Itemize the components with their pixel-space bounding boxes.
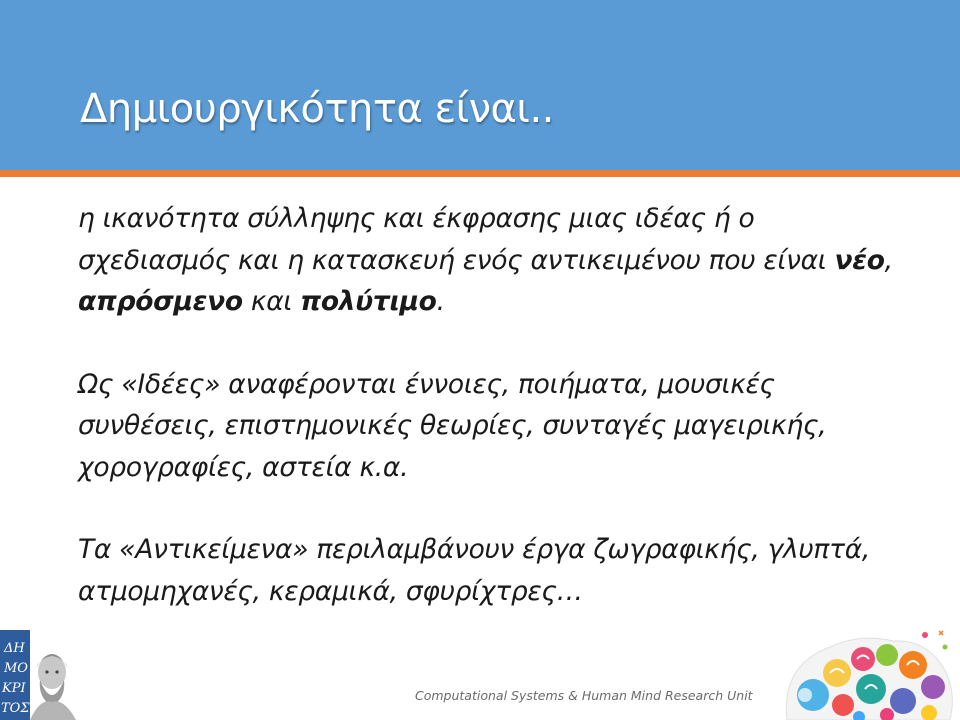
paragraph-objects: Τα «Αντικείμενα» περιλαμβάνουν έργα ζωγραφικής, γλυπτά, ατμομηχανές, κεραμικά, σφυρίχτρες…	[78, 534, 871, 607]
paragraph-definition: η ικανότητα σύλληψης και έκφρασης μιας ιδέας ή ο σχεδιασμός και η κατασκευή ενός αντικειμένου που είναι νέο, απρόσμενο και πολύτιμο.	[78, 203, 893, 317]
header-bar	[0, 0, 960, 170]
slide-body	[78, 198, 898, 653]
logo-letters-4: ΤΟΣ	[1, 701, 30, 716]
logo-letters-3: ΚΡΙ	[2, 681, 26, 696]
slide-title: Δημιουργικότητα είναι..	[80, 86, 554, 132]
democritus-logo	[0, 630, 80, 720]
bold-word-unexpected: απρόσμενο	[78, 286, 243, 317]
header-accent-line	[0, 170, 960, 177]
logo-letters-1: ΔΗ	[4, 641, 25, 656]
bold-word-valuable: πολύτιμο	[300, 286, 437, 317]
bold-word-new: νέο	[834, 244, 885, 276]
footer-unit-name: Computational Systems & Human Mind Research Unit	[415, 688, 753, 703]
logo-letters-2: ΜΟ	[4, 661, 28, 676]
paragraph-ideas: Ως «Ιδέες» αναφέρονται έννοιες, ποιήματα, μουσικές συνθέσεις, επιστημονικές θεωρίες, συνταγές μαγειρικής, χορογραφίες, αστεία κ.α.	[78, 368, 827, 483]
brain-illustration	[775, 625, 960, 720]
